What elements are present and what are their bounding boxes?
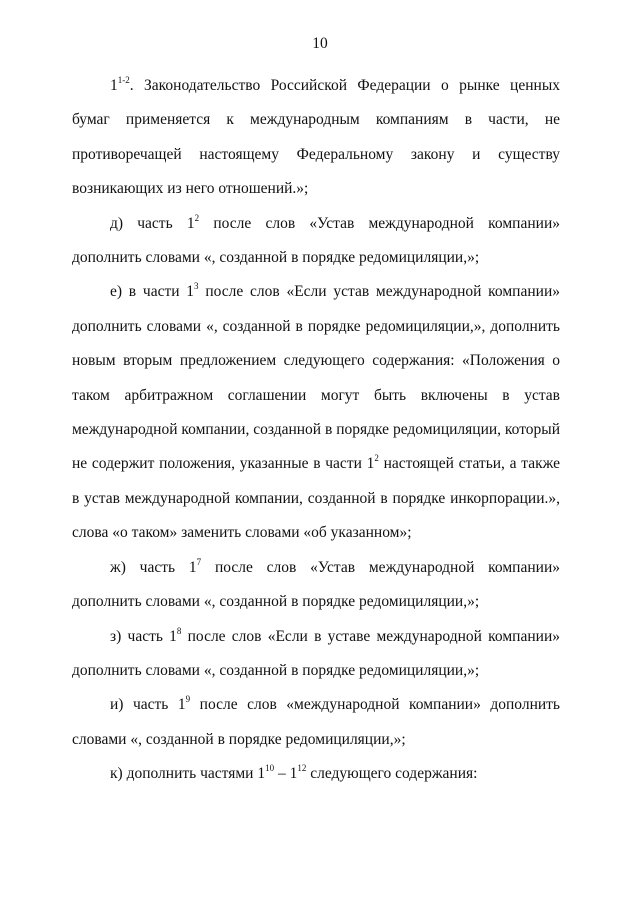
paragraph-text: ж) часть 1 (110, 558, 197, 576)
part-superscript: 2 (374, 453, 379, 464)
document-body (72, 69, 560, 792)
paragraph-text: к) дополнить частями 1 (110, 765, 266, 783)
page-number: 10 (312, 35, 328, 52)
paragraph-law-application (72, 69, 560, 207)
paragraph-text: . Законодательство Российской Федерации о рынке ценных бумаг применяется к международным компаниям в части, не противоречащей настоящему Федеральному закону и существу возникающих из него отношений.»; (72, 77, 560, 198)
paragraph-text: после слов «Устав международной компании» дополнить словами «, созданной в порядке редомициляции,»; (72, 558, 560, 611)
paragraph-amendment-e (72, 275, 560, 550)
part-superscript: 2 (194, 212, 200, 223)
part-superscript: 9 (185, 694, 191, 705)
paragraph-amendment-zh (72, 551, 560, 620)
paragraph-text: д) часть 1 (110, 214, 195, 232)
paragraph-amendment-z (72, 620, 560, 689)
paragraph-text: настоящей статьи, а также в устав международной компании, созданной в порядке инкорпорации.», слова «о таком» заменить словами «об указанном»; (72, 455, 560, 542)
paragraph-amendment-k (72, 757, 560, 791)
clause-superscript: 1-2 (117, 75, 130, 85)
paragraph-text: и) часть 1 (110, 696, 186, 714)
paragraph-text: з) часть 1 (110, 627, 177, 645)
paragraph-text: после слов «Если в уставе международной компании» дополнить словами «, созданной в порядке редомициляции,»; (72, 627, 560, 679)
clause-number: 1 (110, 77, 118, 94)
paragraph-text: после слов «Если устав международной компании» дополнить словами «, созданной в порядке редомициляции,», дополнить новым вторым предложением следующего содержания: «Положения о таком арбитражном соглашении могут быть включены в устав международной компании, созданной в порядке редомициляции, который не содержит положения, указанные в части 1 (72, 283, 560, 473)
paragraph-text: – 1 (274, 765, 298, 783)
part-superscript: 7 (196, 556, 202, 567)
part-superscript: 12 (297, 763, 307, 774)
paragraph-text: после слов «Устав международной компании» дополнить словами «, созданной в порядке редомициляции,»; (72, 214, 560, 267)
paragraph-text: следующего содержания: (306, 765, 478, 783)
part-superscript: 8 (176, 625, 182, 636)
paragraph-amendment-d (72, 207, 560, 276)
paragraph-text: е) в части 1 (110, 283, 195, 301)
paragraph-text: после слов «международной компании» дополнить словами «, созданной в порядке редомициляции,»; (72, 696, 561, 748)
part-superscript: 10 (265, 763, 275, 774)
part-superscript: 3 (194, 281, 199, 292)
paragraph-amendment-i (72, 688, 560, 757)
